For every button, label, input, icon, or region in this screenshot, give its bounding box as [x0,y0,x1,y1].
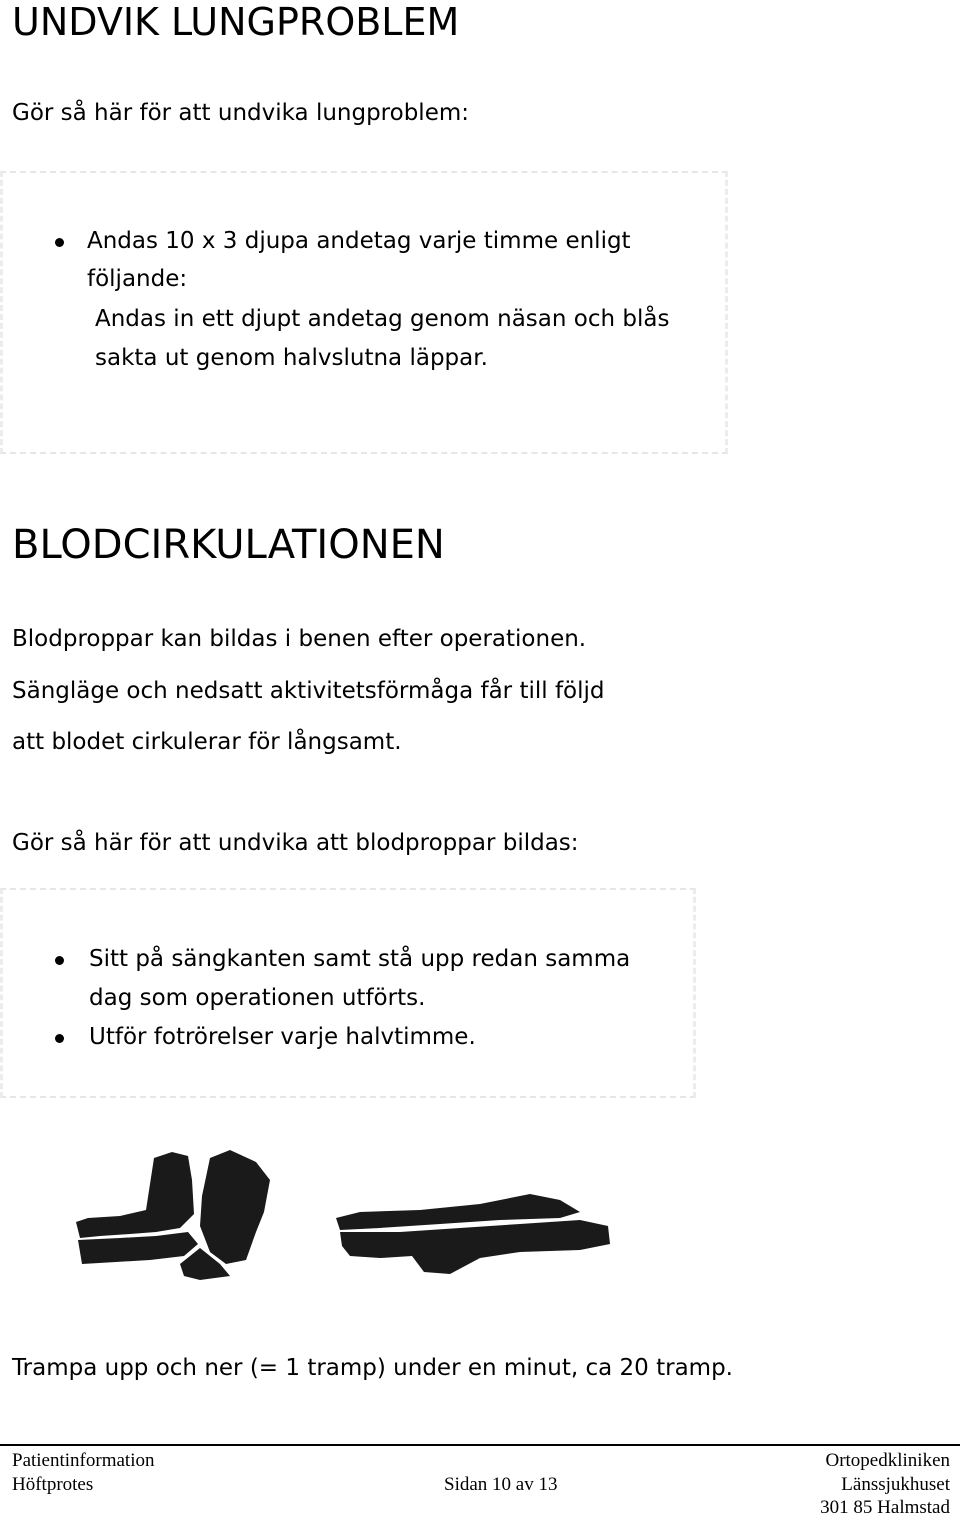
footer-page-number: Sidan 10 av 13 [444,1474,558,1495]
section-heading: BLODCIRKULATIONEN [12,522,445,568]
circulation-p2: Sängläge och nedsatt aktivitetsförmåga får till följd [12,678,605,704]
circulation-bullet-2-rest: varje halvtimme. [280,1024,476,1050]
footer-doc-type: Patientinformation [12,1450,155,1471]
footer-doc-topic: Höftprotes [12,1474,94,1495]
footer-address: 301 85 Halmstad [820,1497,950,1518]
foot-pointed-icon [336,1194,610,1274]
exercise-caption: Trampa upp och ner (= 1 tramp) under en minut, ca 20 tramp. [12,1355,733,1381]
lung-bullet-line4: sakta ut genom halvslutna läppar. [95,345,488,371]
bullet-icon [55,956,64,965]
circulation-bullet-1-line2: dag som operationen utförts. [89,985,426,1011]
circulation-bullet-1-bold: Sitt på sängkanten samt stå upp [89,946,465,972]
foot-exercise-illustration [60,1140,640,1290]
circulation-bullet-2 [89,1022,476,1052]
foot-flexed-icon [76,1150,270,1280]
lung-bullet-line1 [87,226,631,256]
lung-bullet-line2: följande: [87,266,188,292]
circulation-intro: Gör så här för att undvika att blodproppar bildas: [12,830,579,856]
circulation-instruction-box [0,888,696,1098]
lung-instruction-box [0,171,728,454]
lung-bullet-rest: enligt [565,228,631,254]
circulation-bullet-1-rest: redan samma [471,946,631,972]
lung-intro: Gör så här för att undvika lungproblem: [12,100,470,126]
bullet-icon [55,1034,64,1043]
lung-bullet-line3: Andas in ett djupt andetag genom näsan och blås [95,306,670,332]
footer-hospital: Länssjukhuset [841,1474,950,1495]
lung-bullet-bold: Andas 10 x 3 djupa andetag varje timme [87,228,559,254]
bullet-icon [55,238,64,247]
circulation-bullet-2-bold: Utför fotrörelser [89,1024,274,1050]
circulation-p1: Blodproppar kan bildas i benen efter operationen. [12,626,587,652]
page-title: UNDVIK LUNGPROBLEM [12,0,460,44]
footer-divider [0,1444,960,1446]
circulation-bullet-1 [89,944,630,974]
footer-clinic: Ortopedkliniken [825,1450,950,1471]
circulation-p3: att blodet cirkulerar för långsamt. [12,729,402,755]
